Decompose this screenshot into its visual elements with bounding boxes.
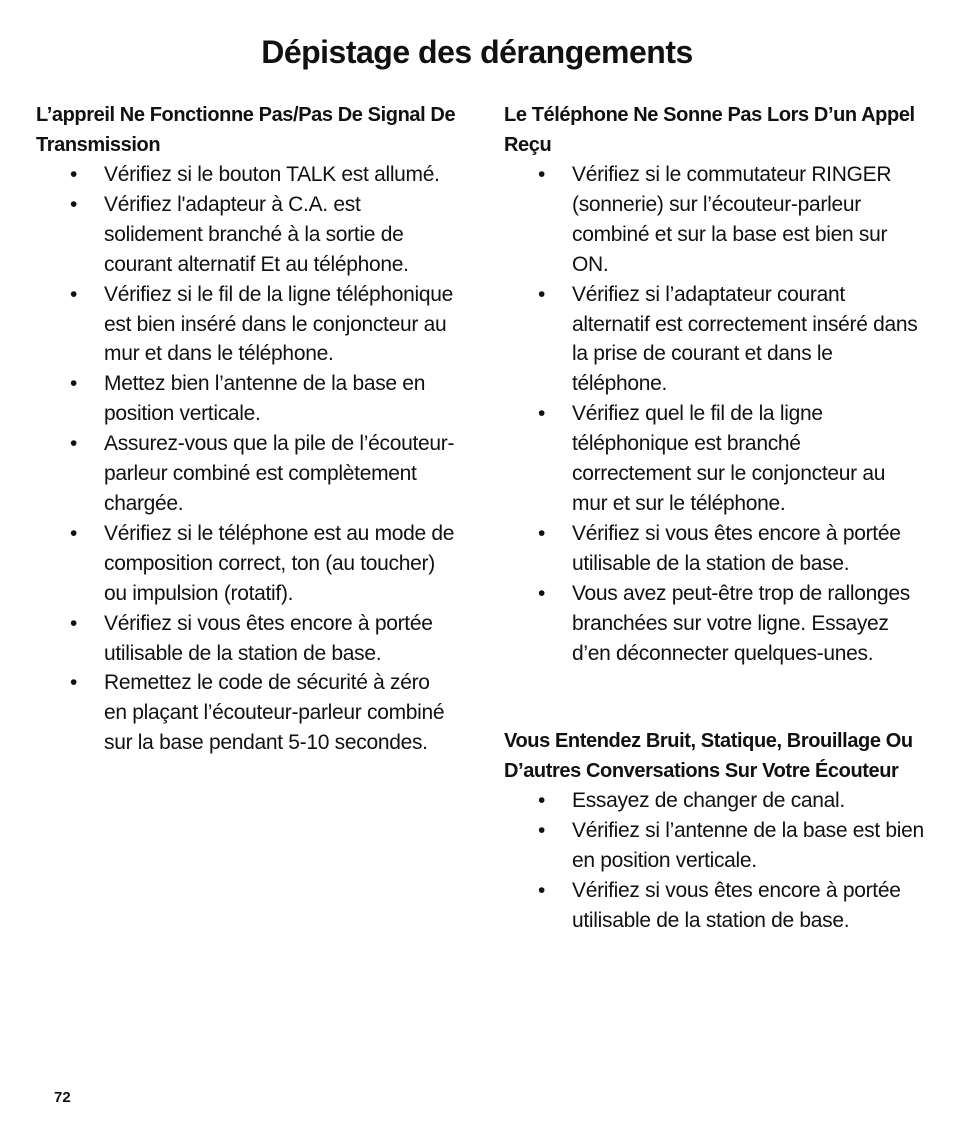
bullet-icon: • (70, 671, 78, 695)
list-item: • Vérifiez si l’antenne de la base est bien en position verticale. (504, 816, 924, 876)
list-item: • Vous avez peut-être trop de rallonges branchées sur votre ligne. Essayez d’en déconnecter quelques-unes. (504, 579, 924, 669)
list-item: • Vérifiez si le téléphone est au mode de composition correct, ton (au toucher) ou impulsion (rotatif). (36, 519, 456, 609)
list-item: • Vérifiez quel le fil de la ligne téléphonique est branché correctement sur le conjoncteur au mur et sur le téléphone. (504, 399, 924, 519)
bullet-icon: • (538, 163, 546, 186)
bullet-icon: • (538, 521, 546, 545)
bullet-icon: • (538, 581, 546, 605)
bullet-icon: • (538, 789, 546, 813)
list-item: • Vérifiez si l’adaptateur courant alternatif est correctement inséré dans la prise de courant et dans le téléphone. (504, 280, 924, 400)
page-number: 72 (54, 1089, 71, 1106)
list-item: • Vérifiez si le commutateur RINGER (sonnerie) sur l’écouteur-parleur combiné et sur la base est bien sur ON. (504, 160, 924, 280)
list-item: • Vérifiez si vous êtes encore à portée utilisable de la station de base. (504, 876, 924, 936)
list-item: • Vérifiez si vous êtes encore à portée utilisable de la station de base. (504, 519, 924, 579)
list-item: • Vérifiez si vous êtes encore à portée utilisable de la station de base. (36, 609, 456, 669)
list-item: • Vérifiez si le fil de la ligne téléphonique est bien inséré dans le conjoncteur au mur et dans le téléphone. (36, 280, 456, 370)
bullet-icon: • (70, 372, 78, 396)
bullet-icon: • (538, 402, 546, 426)
section-heading: Vous Entendez Bruit, Statique, Brouillage Ou D’autres Conversations Sur Votre Écouteur (504, 730, 913, 783)
bullet-list (504, 786, 924, 936)
bullet-icon: • (70, 611, 78, 635)
bullet-icon: • (70, 521, 78, 545)
bullet-list (36, 160, 456, 758)
bullet-icon: • (70, 432, 78, 456)
right-column (504, 100, 924, 936)
page-title: Dépistage des dérangements (261, 34, 693, 70)
section-heading: Le Téléphone Ne Sonne Pas Lors D’un Appel Reçu (504, 104, 915, 156)
left-column (36, 100, 456, 758)
section-heading: L’appreil Ne Fonctionne Pas/Pas De Signal De Transmission (36, 104, 456, 156)
bullet-icon: • (538, 282, 546, 306)
bullet-icon: • (538, 879, 546, 903)
bullet-icon: • (70, 163, 78, 186)
bullet-icon: • (70, 282, 78, 306)
bullet-icon: • (538, 819, 546, 843)
section-no-ring (504, 100, 924, 668)
list-item: • Vérifiez si le bouton TALK est allumé. (36, 160, 456, 190)
bullet-icon: • (70, 192, 78, 216)
list-item: • Vérifiez l'adapteur à C.A. est solidement branché à la sortie de courant alternatif Et au téléphone. (36, 190, 456, 280)
list-item: • Remettez le code de sécurité à zéro en plaçant l’écouteur-parleur combiné sur la base pendant 5-10 secondes. (36, 668, 456, 758)
section-noise-static (504, 726, 924, 936)
list-item: • Assurez-vous que la pile de l’écouteur-parleur combiné est complètement chargée. (36, 429, 456, 519)
section-no-dial-tone (36, 100, 456, 758)
bullet-list (504, 160, 924, 668)
list-item: • Essayez de changer de canal. (504, 786, 924, 816)
list-item: • Mettez bien l’antenne de la base en position verticale. (36, 369, 456, 429)
